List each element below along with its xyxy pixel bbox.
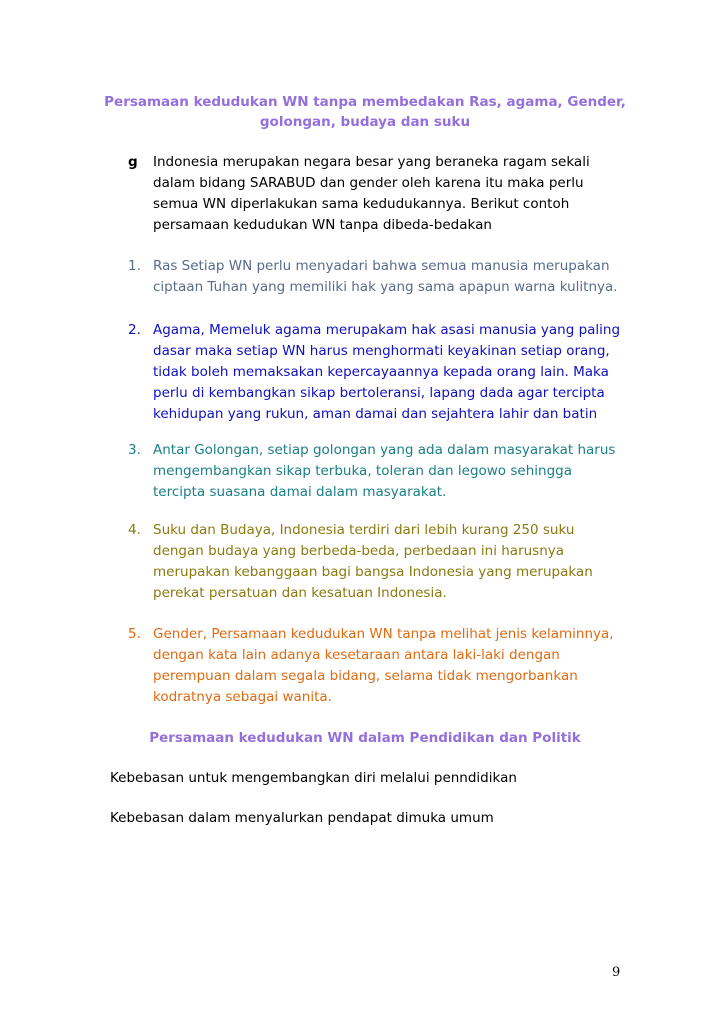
intro-bullet-marker: g <box>128 154 138 170</box>
list-item-line: kodratnya sebagai wanita. <box>153 689 332 705</box>
list-item-line: Agama, Memeluk agama merupakam hak asasi manusia yang paling <box>153 322 621 338</box>
list-item-line: dasar maka setiap WN harus menghormati keyakinan setiap orang, <box>153 343 610 359</box>
list-item-line: tidak boleh memaksakan kepercayaannya kepada orang lain. Maka <box>153 364 609 380</box>
section-heading-persamaan <box>100 92 630 132</box>
intro-line: semua WN diperlakukan sama kedudukannya. Berikut contoh <box>153 196 570 212</box>
intro-text <box>153 152 628 236</box>
list-item-text <box>153 440 628 503</box>
page-number: 9 <box>612 965 621 980</box>
intro-line: Indonesia merupakan negara besar yang beraneka ragam sekali <box>153 154 590 170</box>
list-item-line: mengembangkan sikap terbuka, toleran dan legowo sehingga <box>153 463 572 479</box>
list-item-line: perlu di kembangkan sikap bertoleransi, lapang dada agar tercipta <box>153 385 605 401</box>
list-number: 2. <box>128 322 141 338</box>
list-item-text <box>153 520 628 604</box>
intro-line: persamaan kedudukan WN tanpa dibeda-bedakan <box>153 217 492 233</box>
list-item-line: Ras Setiap WN perlu menyadari bahwa semua manusia merupakan <box>153 258 610 274</box>
heading-line-2: golongan, budaya dan suku <box>259 114 471 130</box>
list-number: 1. <box>128 258 141 274</box>
list-item-text <box>153 320 628 425</box>
list-item-line: kehidupan yang rukun, aman damai dan sejahtera lahir dan batin <box>153 406 598 422</box>
list-item-line: Gender, Persamaan kedudukan WN tanpa melihat jenis kelaminnya, <box>153 626 614 642</box>
list-item-line: ciptaan Tuhan yang memiliki hak yang sama apapun warna kulitnya. <box>153 279 618 295</box>
list-number: 4. <box>128 522 141 538</box>
list-number: 5. <box>128 626 141 642</box>
list-item-line: dengan budaya yang berbeda-beda, perbedaan ini harusnya <box>153 543 565 559</box>
list-item-text <box>153 256 628 298</box>
list-item-line: Suku dan Budaya, Indonesia terdiri dari lebih kurang 250 suku <box>153 522 575 538</box>
list-item-line: perempuan dalam segala bidang, selama tidak mengorbankan <box>153 668 578 684</box>
list-item-line: perekat persatuan dan kesatuan Indonesia. <box>153 585 447 601</box>
list-item-text <box>153 624 628 708</box>
heading-line-1: Persamaan kedudukan WN tanpa membedakan Ras, agama, Gender, <box>104 94 626 110</box>
list-item-line: tercipta suasana damai dalam masyarakat. <box>153 484 447 500</box>
intro-line: dalam bidang SARABUD dan gender oleh karena itu maka perlu <box>153 175 584 191</box>
list-number: 3. <box>128 442 141 458</box>
list-item-line: dengan kata lain adanya kesetaraan antara laki-laki dengan <box>153 647 560 663</box>
list-item-line: Antar Golongan, setiap golongan yang ada dalam masyarakat harus <box>153 442 616 458</box>
section-heading-pendidikan-politik: Persamaan kedudukan WN dalam Pendidikan dan Politik <box>149 730 581 746</box>
paragraph-pendapat: Kebebasan dalam menyalurkan pendapat dimuka umum <box>110 810 494 826</box>
paragraph-pendidikan: Kebebasan untuk mengembangkan diri melalui penndidikan <box>110 770 517 786</box>
list-item-line: merupakan kebanggaan bagi bangsa Indonesia yang merupakan <box>153 564 593 580</box>
